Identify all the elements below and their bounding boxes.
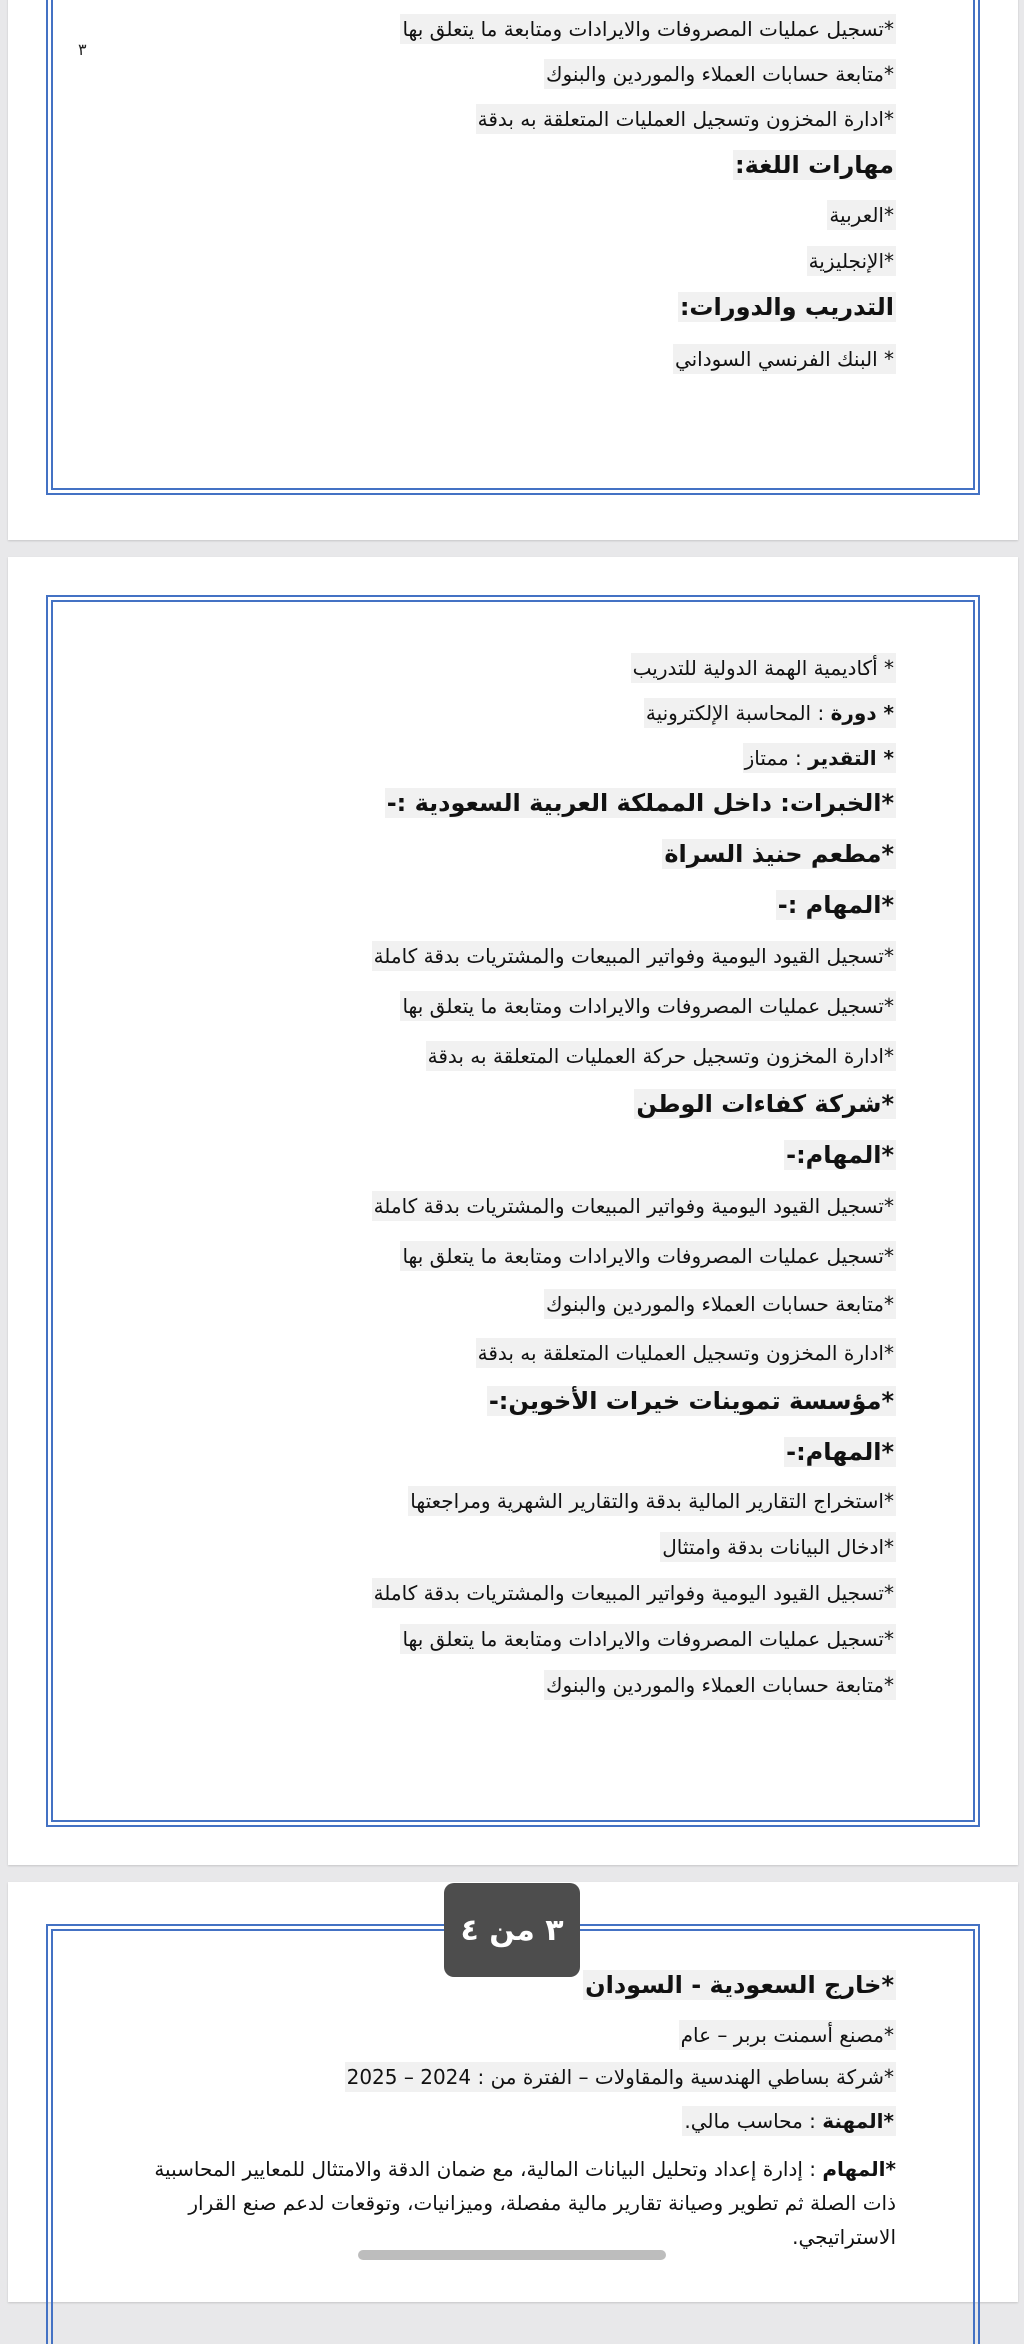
course-label: * دورة (830, 701, 894, 725)
language-heading: مهارات اللغة: (735, 151, 894, 179)
task-line: *متابعة حسابات العملاء والموردين والبنوك (544, 59, 896, 89)
language-item: *العربية (827, 200, 896, 230)
tasks-heading: *المهام:- (786, 1438, 894, 1466)
task-line: *متابعة حسابات العملاء والموردين والبنوك (544, 1289, 896, 1319)
task-line: *ادخال البيانات بدقة وامتثال (660, 1532, 896, 1562)
task-line: *تسجيل القيود اليومية وفواتير المبيعات والمشتريات بدقة كاملة (372, 941, 896, 971)
course-value: : المحاسبة الإلكترونية (645, 701, 831, 725)
profession-line (682, 2106, 896, 2136)
document-page-1 (8, 0, 1018, 540)
page-counter-badge: ٣ من ٤ (444, 1883, 580, 1977)
margin-mark: ٣ (78, 40, 87, 59)
task-line: *ادارة المخزون وتسجيل حركة العمليات المتعلقة به بدقة (426, 1041, 896, 1071)
home-indicator[interactable] (358, 2250, 666, 2260)
task-line: *ادارة المخزون وتسجيل العمليات المتعلقة به بدقة (476, 1338, 896, 1368)
profession-value: : محاسب مالي. (684, 2109, 823, 2133)
task-line: *تسجيل عمليات المصروفات والايرادات ومتابعة ما يتعلق بها (400, 1241, 896, 1271)
duties-value: : إدارة إعداد وتحليل البيانات المالية، مع ضمان الدقة والامتثال للمعايير المحاسبية ذات الصلة ثم تطوير وصيانة تقارير مالية مفصلة، وميزانيات، وتوقعات لدعم صنع القرار الاستراتيجي. (154, 2157, 896, 2249)
task-line: *تسجيل عمليات المصروفات والايرادات ومتابعة ما يتعلق بها (400, 14, 896, 44)
profession-label: *المهنة (822, 2109, 894, 2133)
employer-name: *مؤسسة تموينات خيرات الأخوين:- (488, 1387, 894, 1415)
training-course (644, 698, 896, 728)
employer-line: *شركة بساطي الهندسية والمقاولات – الفترة من : 2024 – 2025 (345, 2062, 896, 2092)
experience-heading: *الخبرات: داخل المملكة العربية السعودية :- (386, 789, 894, 817)
task-line: *تسجيل عمليات المصروفات والايرادات ومتابعة ما يتعلق بها (400, 991, 896, 1021)
task-line: *استخراج التقارير المالية بدقة والتقارير الشهرية ومراجعتها (408, 1486, 896, 1516)
grade-label: * التقدير (808, 746, 894, 770)
task-line: *تسجيل عمليات المصروفات والايرادات ومتابعة ما يتعلق بها (400, 1624, 896, 1654)
training-item: * أكاديمية الهمة الدولية للتدريب (631, 653, 896, 683)
task-line: *ادارة المخزون وتسجيل العمليات المتعلقة به بدقة (476, 104, 896, 134)
training-heading: التدريب والدورات: (679, 293, 894, 321)
task-line: *متابعة حسابات العملاء والموردين والبنوك (544, 1670, 896, 1700)
language-item: *الإنجليزية (807, 246, 896, 276)
grade-value: : ممتاز (744, 746, 809, 770)
outside-heading: *خارج السعودية - السودان (585, 1971, 894, 1999)
duties-paragraph (116, 2152, 896, 2254)
task-line: *تسجيل القيود اليومية وفواتير المبيعات والمشتريات بدقة كاملة (372, 1191, 896, 1221)
employer-line: *مصنع أسمنت بربر – عام (679, 2020, 896, 2050)
employer-name: *مطعم حنيذ السراة (664, 840, 894, 868)
employer-name: *شركة كفاءات الوطن (636, 1090, 894, 1118)
document-page-2 (8, 557, 1018, 1865)
tasks-heading: *المهام:- (786, 1141, 894, 1169)
training-grade (743, 743, 896, 773)
tasks-heading: *المهام :- (777, 891, 894, 919)
task-line: *تسجيل القيود اليومية وفواتير المبيعات والمشتريات بدقة كاملة (372, 1578, 896, 1608)
duties-label: *المهام (822, 2157, 896, 2181)
training-item: * البنك الفرنسي السوداني (673, 344, 896, 374)
